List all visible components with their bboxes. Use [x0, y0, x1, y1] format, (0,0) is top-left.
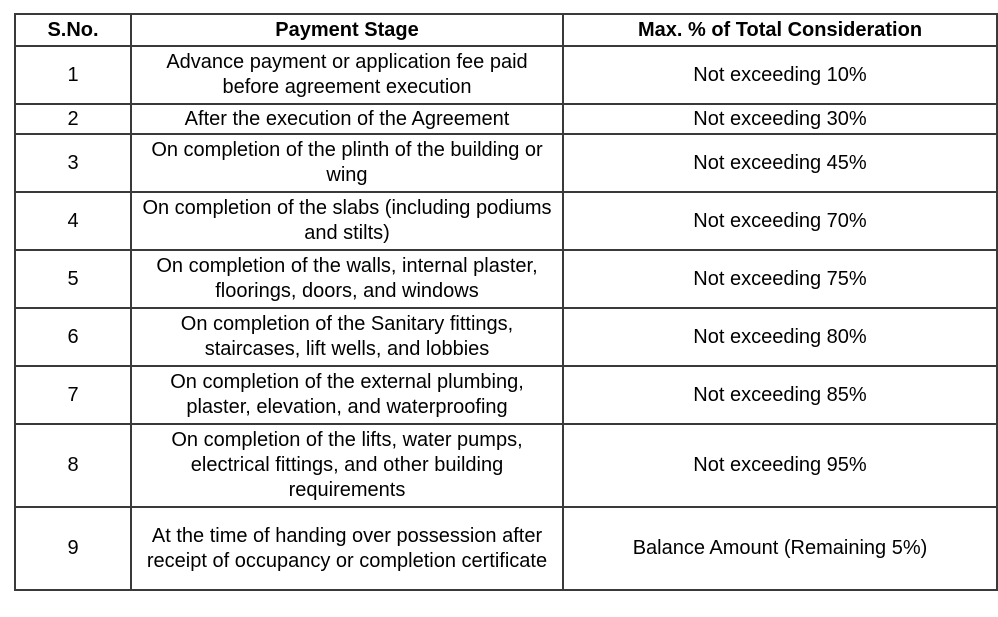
table-row	[15, 104, 997, 134]
table-row	[15, 192, 997, 250]
table-row	[15, 250, 997, 308]
cell-stage: On completion of the slabs (including podiums and stilts)	[131, 192, 563, 250]
cell-sno: 1	[15, 46, 131, 104]
cell-max: Not exceeding 45%	[563, 134, 997, 192]
cell-max: Not exceeding 80%	[563, 308, 997, 366]
cell-stage: At the time of handing over possession after receipt of occupancy or completion certificate	[131, 507, 563, 590]
header-payment-stage: Payment Stage	[131, 14, 563, 46]
table-row	[15, 134, 997, 192]
cell-sno: 5	[15, 250, 131, 308]
cell-stage: On completion of the lifts, water pumps, electrical fittings, and other building requirements	[131, 424, 563, 507]
table-row	[15, 507, 997, 590]
header-max-percent: Max. % of Total Consideration	[563, 14, 997, 46]
cell-sno: 6	[15, 308, 131, 366]
cell-sno: 2	[15, 104, 131, 134]
cell-max: Not exceeding 95%	[563, 424, 997, 507]
cell-max: Not exceeding 75%	[563, 250, 997, 308]
cell-max: Not exceeding 85%	[563, 366, 997, 424]
cell-max: Not exceeding 10%	[563, 46, 997, 104]
table-row	[15, 424, 997, 507]
cell-stage: On completion of the plinth of the building or wing	[131, 134, 563, 192]
cell-max: Balance Amount (Remaining 5%)	[563, 507, 997, 590]
cell-max: Not exceeding 70%	[563, 192, 997, 250]
table-row	[15, 366, 997, 424]
cell-sno: 3	[15, 134, 131, 192]
table-row	[15, 308, 997, 366]
cell-sno: 8	[15, 424, 131, 507]
cell-sno: 9	[15, 507, 131, 590]
cell-stage: On completion of the Sanitary fittings, staircases, lift wells, and lobbies	[131, 308, 563, 366]
header-sno: S.No.	[15, 14, 131, 46]
table-row	[15, 46, 997, 104]
cell-sno: 4	[15, 192, 131, 250]
cell-stage: On completion of the walls, internal plaster, floorings, doors, and windows	[131, 250, 563, 308]
cell-max: Not exceeding 30%	[563, 104, 997, 134]
cell-sno: 7	[15, 366, 131, 424]
header-row	[15, 14, 997, 46]
cell-stage: Advance payment or application fee paid before agreement execution	[131, 46, 563, 104]
payment-schedule-table	[14, 13, 998, 591]
cell-stage: On completion of the external plumbing, plaster, elevation, and waterproofing	[131, 366, 563, 424]
cell-stage: After the execution of the Agreement	[131, 104, 563, 134]
